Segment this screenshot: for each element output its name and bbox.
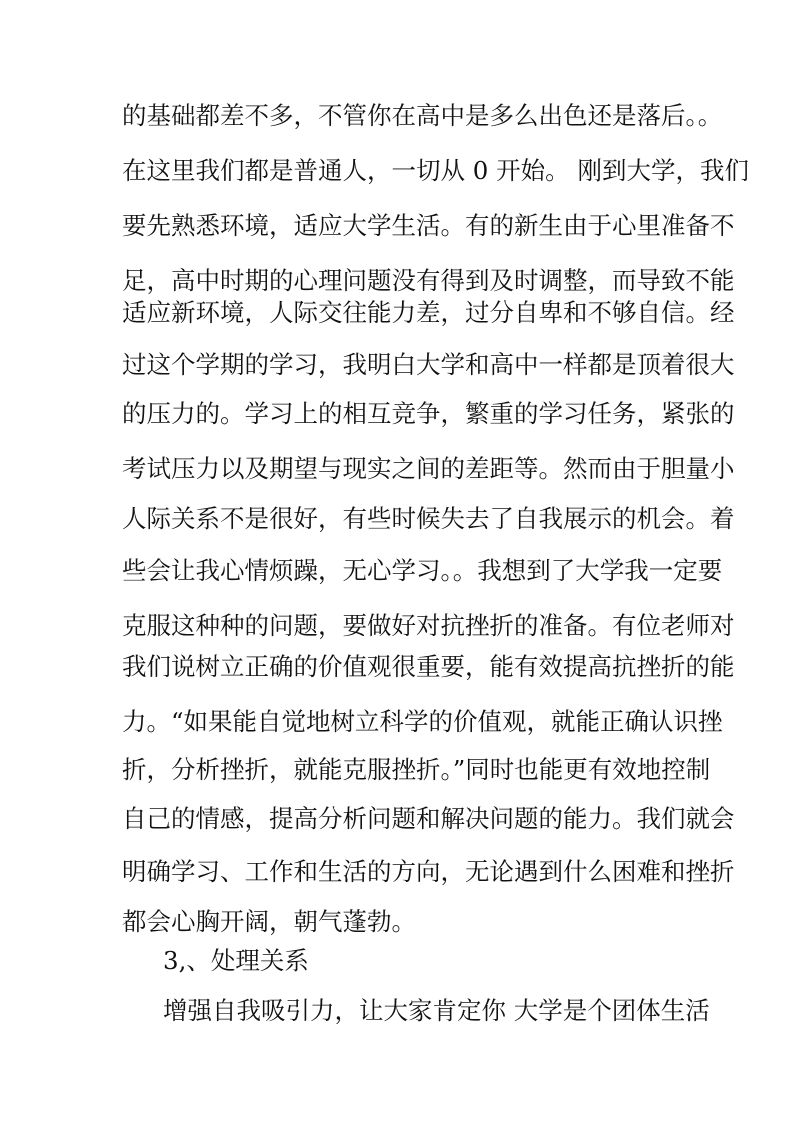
body-text-line: 适应新环境，人际交往能力差，过分自卑和不够自信。经 <box>122 298 735 327</box>
body-text-line: 力。“如果能自觉地树立科学的价值观，就能正确认识挫 <box>122 707 723 736</box>
body-text-line: 折，分析挫折，就能克服挫折。”同时也能更有效地控制 <box>122 755 711 784</box>
body-text-line: 明确学习、工作和生活的方向，无论遇到什么困难和挫折 <box>122 857 735 886</box>
body-text-line: 足，高中时期的心理问题没有得到及时调整，而导致不能 <box>122 266 735 295</box>
body-text-line: 我们说树立正确的价值观很重要，能有效提高抗挫折的能 <box>122 652 735 681</box>
body-text-line: 克服这种种的问题，要做好对抗挫折的准备。有位老师对 <box>122 611 735 640</box>
body-text-line: 的基础都差不多，不管你在高中是多么出色还是落后。。 <box>122 101 723 130</box>
body-text-line: 人际关系不是很好，有些时候失去了自我展示的机会。着 <box>122 504 735 533</box>
body-text-line: 都会心胸开阔，朝气蓬勃。 <box>122 907 416 936</box>
body-text-line: 自己的情感，提高分析问题和解决问题的能力。我们就会 <box>122 804 735 833</box>
section-heading: 3,、处理关系 <box>163 946 309 975</box>
body-text-line: 过这个学期的学习，我明白大学和高中一样都是顶着很大 <box>122 350 735 379</box>
body-text-line: 的压力的。学习上的相互竞争，繁重的学习任务，紧张的 <box>122 399 735 428</box>
body-text-line: 考试压力以及期望与现实之间的差距等。然而由于胆量小 <box>122 454 735 483</box>
body-text-line: 增强自我吸引力，让大家肯定你 大学是个团体生活 <box>163 996 710 1025</box>
body-text-line: 要先熟悉环境，适应大学生活。有的新生由于心里准备不 <box>122 211 735 240</box>
body-text-line: 些会让我心情烦躁，无心学习。。我想到了大学我一定要 <box>122 556 723 585</box>
body-text-line: 在这里我们都是普通人，一切从 0 开始。 刚到大学，我们 <box>122 156 749 185</box>
